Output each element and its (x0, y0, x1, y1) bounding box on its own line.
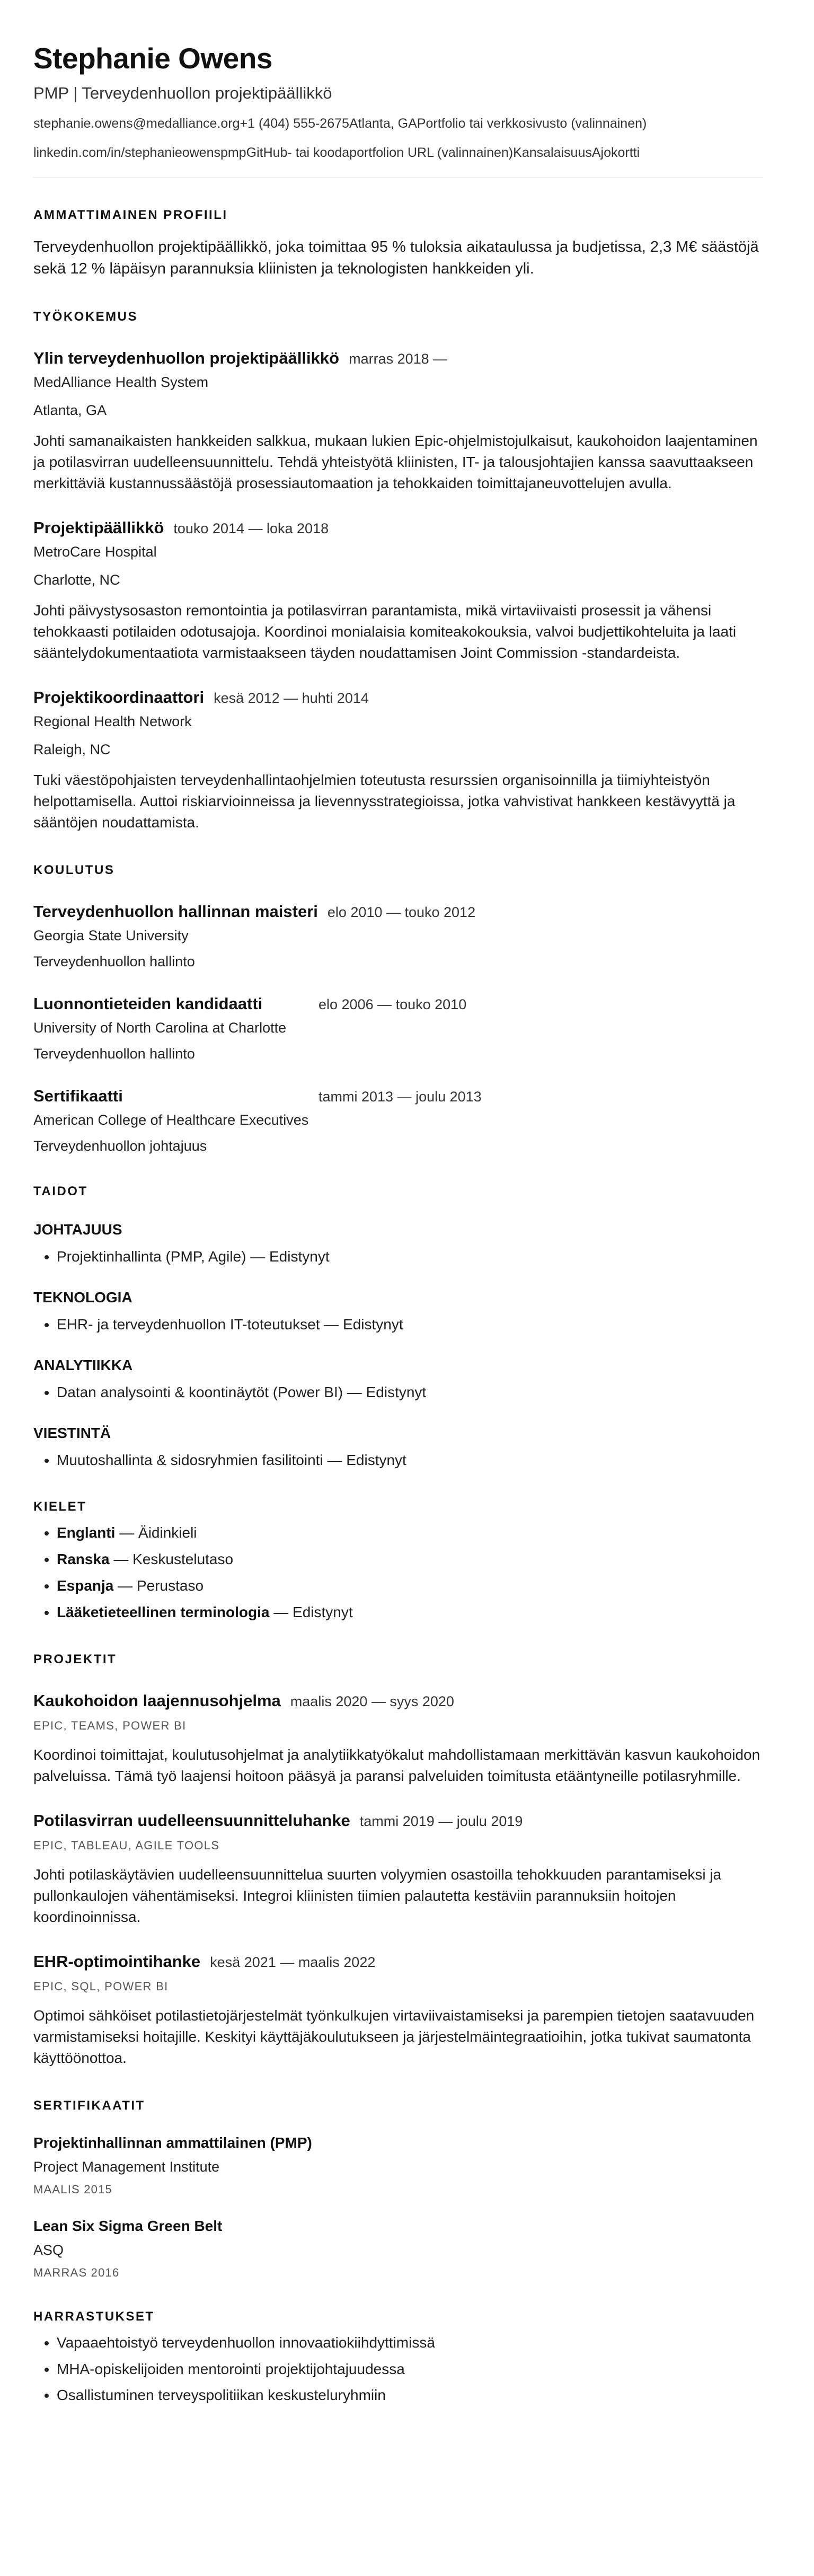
contact-portfolio: Portfolio tai verkkosivusto (valinnainen) (417, 116, 647, 131)
education-entry (33, 994, 763, 1062)
contact-phone: +1 (404) 555-2675 (240, 116, 349, 131)
skill-category: TEKNOLOGIA (33, 1289, 132, 1305)
profile-text: Terveydenhuollon projektipäällikkö, joka toimittaa 95 % tuloksia aikataulussa ja budjetissa, 2,3 M€ säästöjä sekä 12 % läpäisyn parannuksia kliinisten ja teknologisten hankkeiden yli. (33, 238, 759, 277)
hobby-item: • MHA-opiskelijoiden mentorointi projektijohtajuudessa (57, 2359, 763, 2379)
section-title-hobbies: HARRASTUKSET (33, 2309, 155, 2324)
project-entry-head (33, 1952, 763, 1971)
skill-item: • Datan analysointi & koontinäytöt (Power BI) — Edistynyt (57, 1382, 763, 1402)
section-experience (33, 310, 763, 833)
certification-org: Project Management Institute (33, 2158, 220, 2175)
section-hobbies (33, 2309, 763, 2405)
language-level: — Perustaso (113, 1577, 204, 1594)
section-profile (33, 208, 763, 280)
skill-list (33, 1382, 763, 1402)
education-school: American College of Healthcare Executives (33, 1112, 309, 1128)
certification-entry (33, 2134, 763, 2196)
section-projects (33, 1652, 763, 2069)
section-title-certifications: SERTIFIKAATIT (33, 2098, 145, 2113)
job-entry-head (33, 518, 763, 537)
education-degree: Terveydenhuollon hallinnan maisteri (33, 902, 318, 921)
resume-header (33, 41, 763, 162)
section-title-projects: PROJEKTIT (33, 1652, 117, 1666)
job-description: Tuki väestöpohjaisten terveydenhallintaohjelmien toteutusta resurssien organisoinnilla ja tiimiyhteistyön helpottamisella. Auttoi riskiarvioinneissa ja lievennysstrategioissa, jotka vahvistivat hankkeen kestävyyttä ja sääntöjen noudattamista. (33, 772, 736, 831)
job-title: Ylin terveydenhuollon projektipäällikkö (33, 348, 340, 367)
project-entry (33, 1691, 763, 1787)
skill-list (33, 1247, 763, 1267)
job-company: MedAlliance Health System (33, 374, 209, 390)
job-dates: touko 2014 — loka 2018 (173, 520, 329, 536)
job-entry (33, 688, 763, 833)
section-certifications (33, 2098, 763, 2280)
section-languages (33, 1499, 763, 1622)
contact-linkedin: linkedin.com/in/stephanieowenspmp (33, 145, 246, 161)
project-title: Kaukohoidon laajennusohjelma (33, 1691, 281, 1710)
certification-date: MAALIS 2015 (33, 2182, 112, 2196)
education-entry (33, 1087, 763, 1154)
project-entry-head (33, 1811, 763, 1830)
job-description: Johti samanaikaisten hankkeiden salkkua, mukaan lukien Epic-ohjelmistojulkaisut, kaukohoidon laajentaminen ja potilasvirran uudelleensuunnittelu. Tehdä yhteistyötä kliinisten, IT- ja talousjohtajien kanssa saavuttaakseen merkittäviä kustannussäästöjä prosessiautomaation ja tehokkaiden toimittajaneuvottelujen avulla. (33, 432, 758, 491)
certification-entry (33, 2218, 763, 2280)
section-title-skills: TAIDOT (33, 1184, 88, 1199)
language-name: Ranska (57, 1551, 110, 1568)
certification-org: ASQ (33, 2242, 64, 2258)
education-entry (33, 902, 763, 970)
contact-location: Atlanta, GA (349, 116, 417, 131)
skill-item: • EHR- ja terveydenhuollon IT-toteutukset — Edistynyt (57, 1315, 763, 1335)
contact-email: stephanie.owens@medalliance.org (33, 116, 240, 131)
job-location: Raleigh, NC (33, 742, 111, 758)
job-company: Regional Health Network (33, 713, 192, 730)
job-dates: marras 2018 — (349, 350, 448, 367)
skill-category: ANALYTIIKKA (33, 1356, 133, 1373)
project-entry (33, 1811, 763, 1928)
project-description: Johti potilaskäytävien uudelleensuunnittelua suurten volyymien osastoilla tehokkuuden parantamiseksi ja pullonkaulojen vähentämiseksi. Integroi kliinisten tiimien palautetta kestäviin parannuksiin hoitojen koordinoinnissa. (33, 1866, 722, 1925)
education-dates: elo 2010 — touko 2012 (327, 904, 476, 921)
certification-name: Lean Six Sigma Green Belt (33, 2217, 223, 2234)
language-name: Englanti (57, 1524, 116, 1541)
project-title: Potilasvirran uudelleensuunnitteluhanke (33, 1811, 350, 1830)
language-item (57, 1602, 763, 1622)
hobby-item: • Osallistuminen terveyspolitiikan keskusteluryhmiin (57, 2385, 763, 2405)
contact-citizenship: Kansalaisuus (513, 145, 592, 161)
section-education (33, 863, 763, 1154)
hobby-item: • Vapaaehtoistyö terveydenhuollon innovaatiokiihdyttimissä (57, 2333, 763, 2353)
project-dates: kesä 2021 — maalis 2022 (210, 1954, 376, 1970)
skill-item: • Muutoshallinta & sidosryhmien fasilitointi — Edistynyt (57, 1450, 763, 1470)
project-tools: EPIC, SQL, POWER BI (33, 1979, 169, 1993)
job-entry (33, 349, 763, 494)
job-location: Charlotte, NC (33, 571, 120, 588)
skill-category: JOHTAJUUS (33, 1221, 122, 1238)
skill-list (33, 1450, 763, 1470)
project-description: Optimoi sähköiset potilastietojärjestelmät työnkulkujen virtaviivaistamiseksi ja parempien tietojen saatavuuden varmistamiseksi hoitajille. Keskityi käyttäjäkoulutukseen ja järjestelmäintegraatioihin, jotka tukivat saumatonta käyttöönottoa. (33, 2007, 755, 2066)
job-title: Projektipäällikkö (33, 518, 164, 537)
candidate-title: PMP | Terveydenhuollon projektipäällikkö (33, 84, 332, 102)
education-entry-head (33, 994, 763, 1013)
skill-item: • Projektinhallinta (PMP, Agile) — Edistynyt (57, 1247, 763, 1267)
language-item (57, 1523, 763, 1543)
hobby-list (33, 2333, 763, 2405)
job-company: MetroCare Hospital (33, 543, 157, 560)
contact-line-1 (33, 116, 763, 132)
project-dates: maalis 2020 — syys 2020 (290, 1693, 454, 1709)
education-entry-head (33, 902, 763, 921)
language-name: Lääketieteellinen terminologia (57, 1603, 270, 1620)
section-title-education: KOULUTUS (33, 863, 115, 878)
job-entry (33, 518, 763, 664)
language-level: — Äidinkieli (115, 1524, 197, 1541)
language-item (57, 1576, 763, 1596)
contact-line-2 (33, 145, 763, 161)
job-location: Atlanta, GA (33, 402, 107, 418)
education-entry-head (33, 1087, 763, 1106)
candidate-name: Stephanie Owens (33, 42, 272, 75)
job-description: Johti päivystysosaston remontointia ja potilasvirran parantamista, mikä virtaviivaisti prosessit ja vähensi tehokkaasti potilaiden odotusajoja. Koordinoi monialaisia komiteakokouksia, valvoi budjettikohteluita ja laati sääntelydokumentaatiota varmistaakseen täyden noudattamisen Joint Commission -standardeista. (33, 602, 737, 661)
education-field: Terveydenhuollon johtajuus (33, 1138, 207, 1154)
education-degree: Sertifikaatti (33, 1087, 123, 1106)
education-school: University of North Carolina at Charlotte (33, 1020, 287, 1036)
section-title-profile: AMMATTIMAINEN PROFIILI (33, 207, 228, 222)
project-description: Koordinoi toimittajat, koulutusohjelmat ja analytiikkatyökalut mahdollistamaan merkittävän kasvun kaukohoidon palveluissa. Tämä työ laajensi hoitoon pääsyä ja paransi palveluiden toimitusta etääntyneille potilasryhmille. (33, 1746, 760, 1784)
education-dates: tammi 2013 — joulu 2013 (318, 1089, 482, 1105)
project-tools: EPIC, TABLEAU, AGILE TOOLS (33, 1838, 220, 1852)
skill-category: VIESTINTÄ (33, 1424, 111, 1441)
education-dates: elo 2006 — touko 2010 (318, 996, 467, 1013)
education-field: Terveydenhuollon hallinto (33, 1046, 195, 1062)
language-level: — Edistynyt (269, 1603, 353, 1620)
certification-name: Projektinhallinnan ammattilainen (PMP) (33, 2134, 312, 2151)
job-title: Projektikoordinaattori (33, 688, 205, 707)
skill-list (33, 1315, 763, 1335)
project-tools: EPIC, TEAMS, POWER BI (33, 1718, 187, 1732)
job-dates: kesä 2012 — huhti 2014 (214, 690, 369, 707)
language-level: — Keskustelutaso (109, 1551, 234, 1568)
language-list (33, 1523, 763, 1622)
project-entry (33, 1952, 763, 2069)
education-school: Georgia State University (33, 928, 189, 944)
contact-github: GitHub- tai koodaportfolion URL (valinnainen) (246, 145, 514, 161)
job-entry-head (33, 349, 763, 368)
section-title-experience: TYÖKOKEMUS (33, 309, 138, 324)
language-name: Espanja (57, 1577, 114, 1594)
contact-license: Ajokortti (591, 145, 640, 161)
project-dates: tammi 2019 — joulu 2019 (359, 1813, 523, 1829)
project-entry-head (33, 1691, 763, 1710)
section-skills (33, 1184, 763, 1470)
certification-date: MARRAS 2016 (33, 2265, 120, 2279)
education-degree: Luonnontieteiden kandidaatti (33, 994, 263, 1013)
language-item (57, 1549, 763, 1569)
education-field: Terveydenhuollon hallinto (33, 954, 195, 970)
section-title-languages: KIELET (33, 1499, 87, 1514)
job-entry-head (33, 688, 763, 707)
project-title: EHR-optimointihanke (33, 1952, 201, 1971)
